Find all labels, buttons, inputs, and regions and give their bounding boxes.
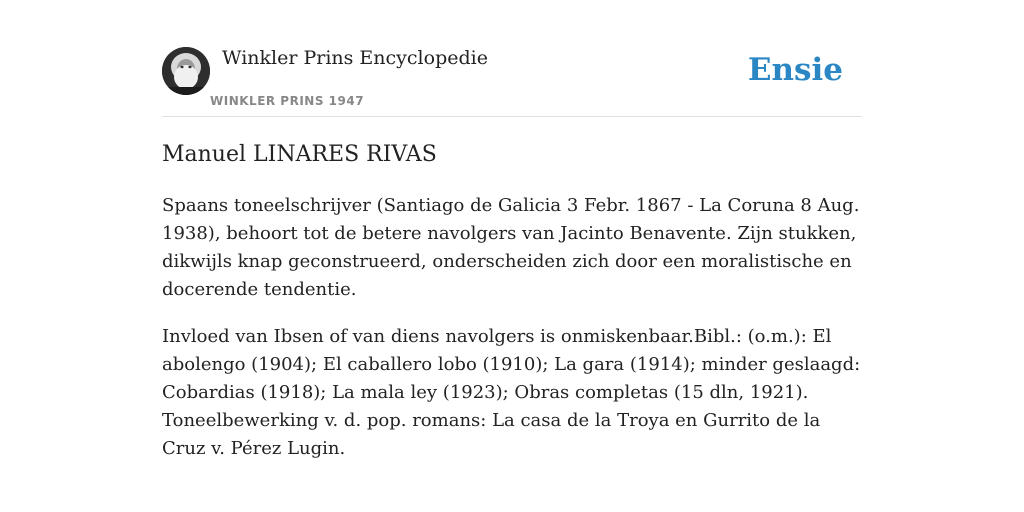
article-title: Manuel LINARES RIVAS <box>162 142 437 167</box>
source-subtitle: WINKLER PRINS 1947 <box>210 94 365 108</box>
article-paragraph: Spaans toneelschrijver (Santiago de Galicia 3 Febr. 1867 - La Coruna 8 Aug. 1938), behoort tot de betere navolgers van Jacinto Benavente. Zijn stukken, dikwijls knap geconstrueerd, onderscheiden zich door een moralistische en docerende tendentie. <box>162 195 860 300</box>
article-body <box>162 192 862 482</box>
source-name-link[interactable]: Winkler Prins Encyclopedie <box>222 47 488 69</box>
brand-logo-link[interactable]: Ensie <box>747 52 843 88</box>
article-paragraph: Invloed van Ibsen of van diens navolgers is onmiskenbaar.Bibl.: (o.m.): El abolengo (1904); El caballero lobo (1910); La gara (1914); minder geslaagd: Cobardias (1918); La mala ley (1923); Obras completas (15 dln, 1921). Toneelbewerking v. d. pop. romans: La casa de la Troya en Gurrito de la Cruz v. Pérez Lugin. <box>162 326 861 459</box>
portrait-photo-icon[interactable] <box>162 47 210 95</box>
header <box>162 40 862 117</box>
